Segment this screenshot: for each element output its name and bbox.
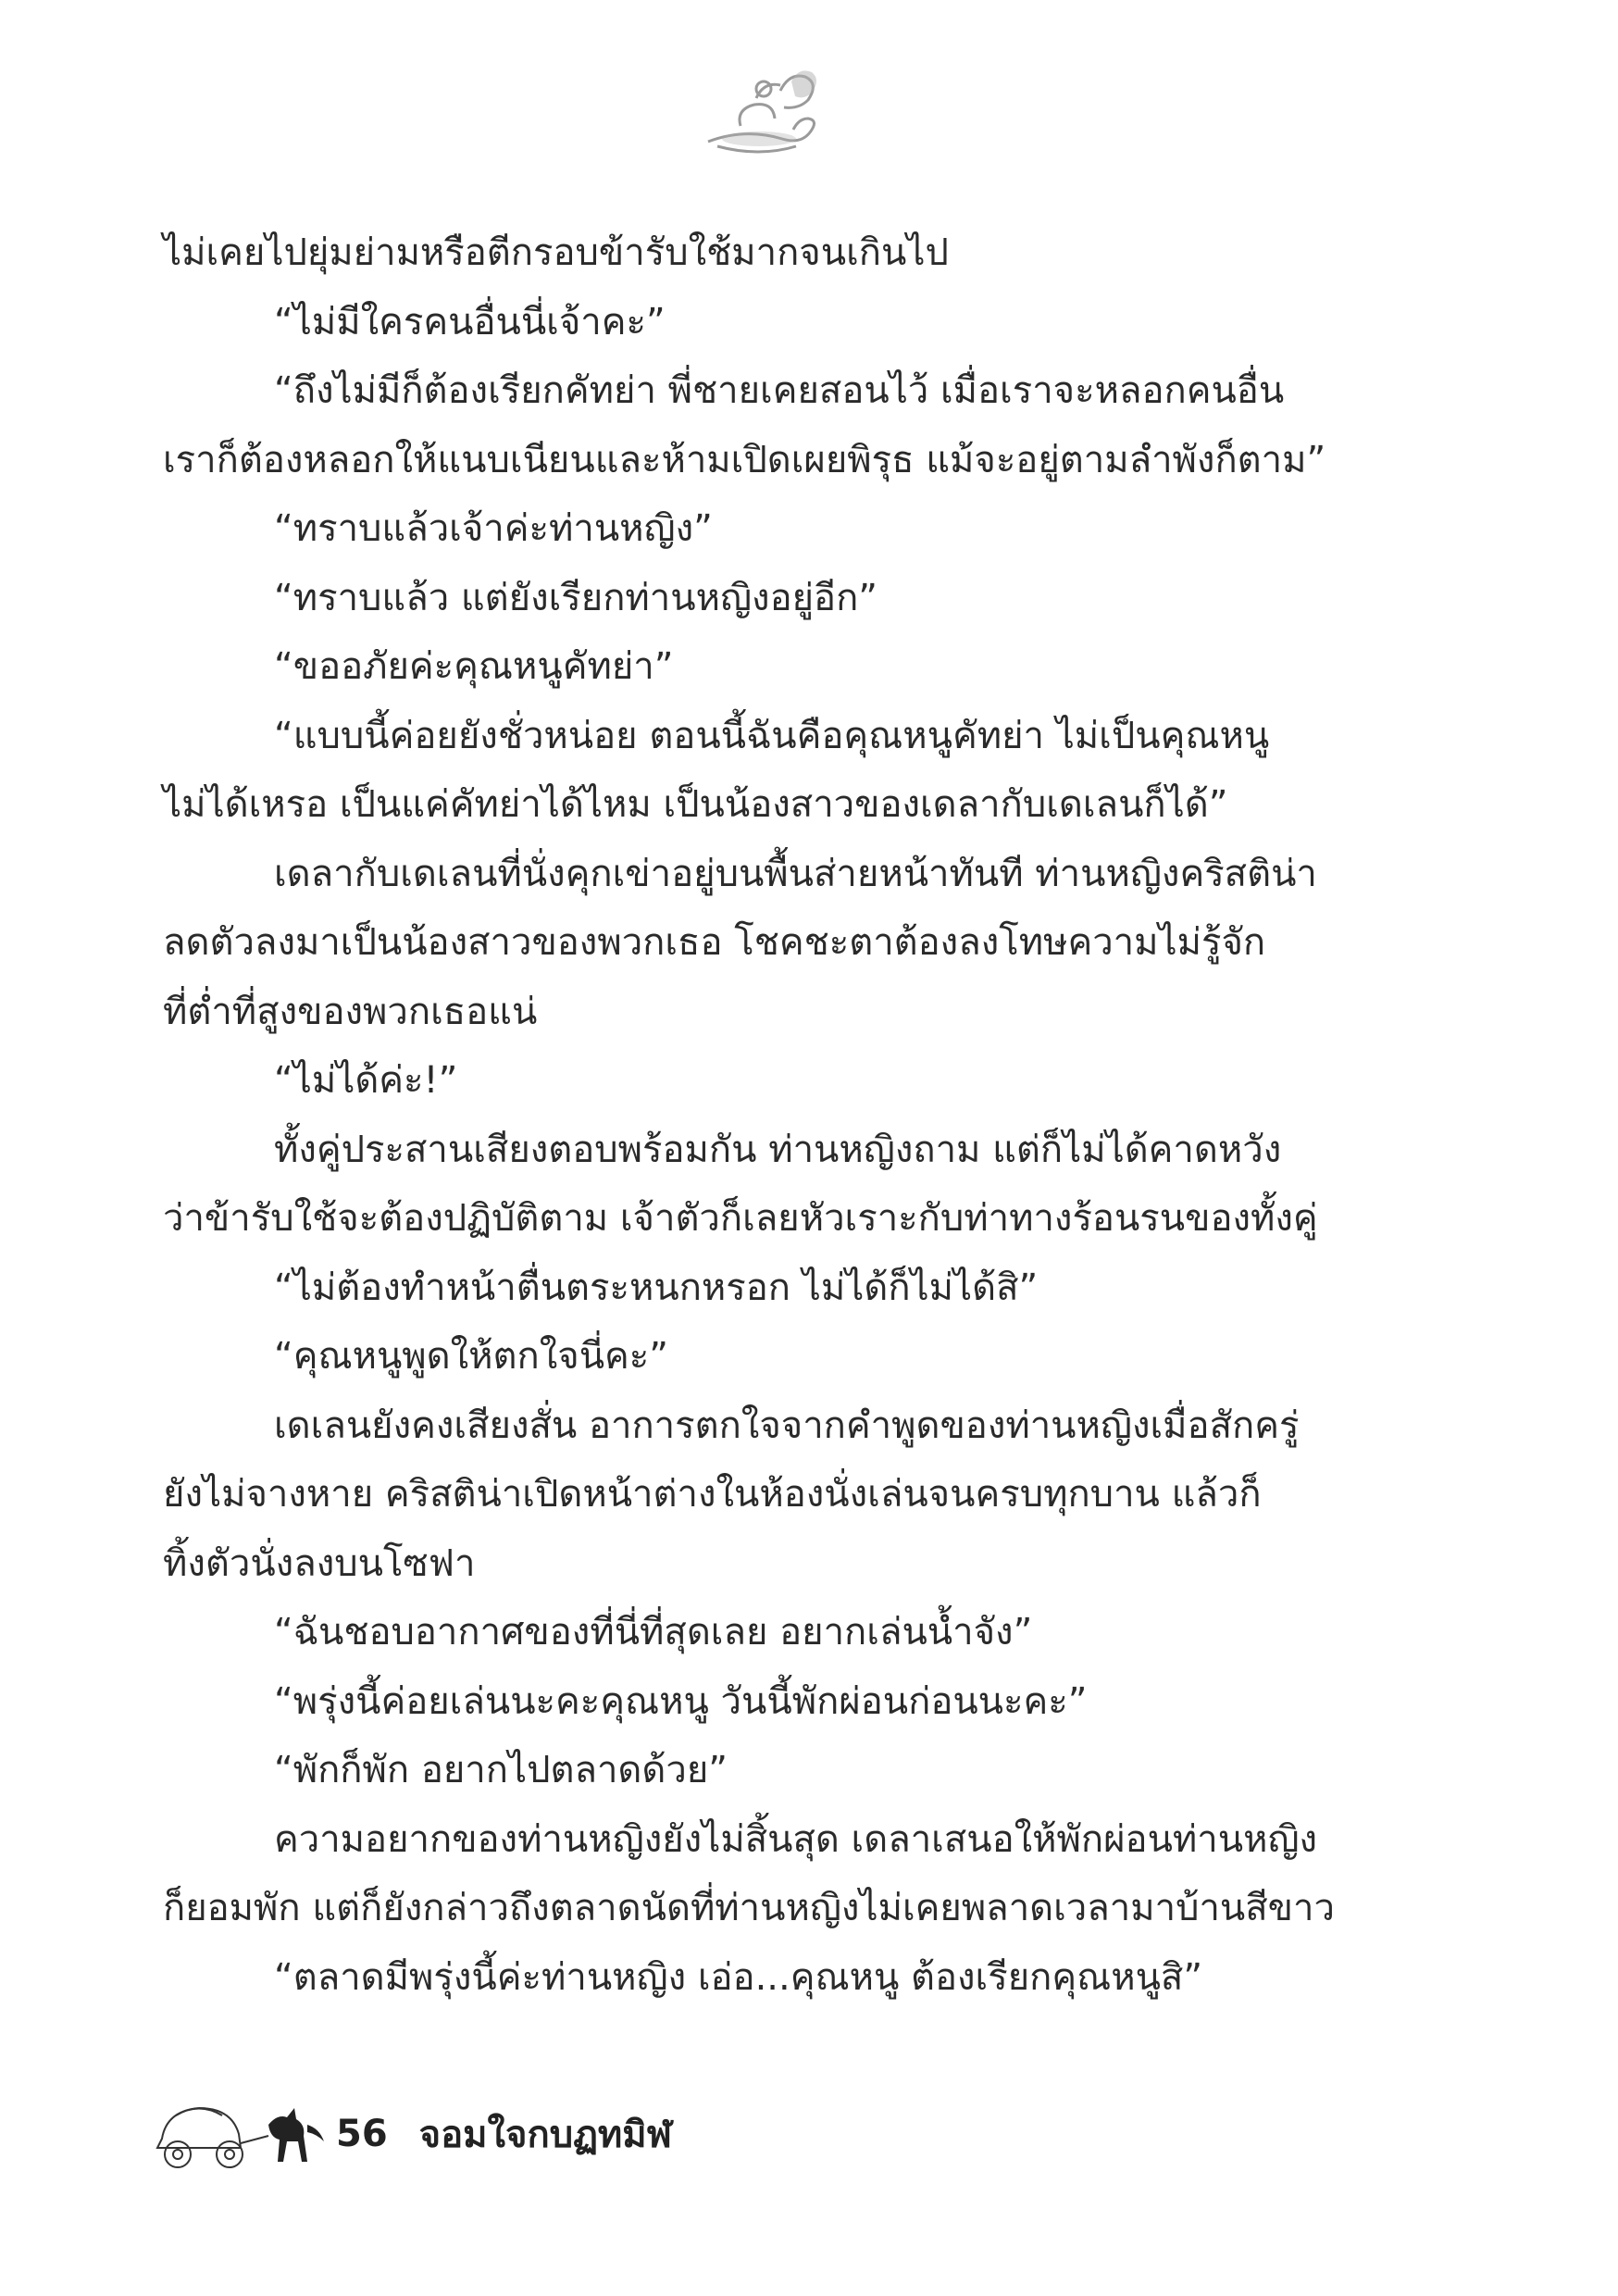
text-line: ไม่ได้เหรอ เป็นแค่คัทย่าได้ไหม เป็นน้องสาวของเดลากับเดเลนก็ได้”: [163, 783, 1228, 826]
text-line: เดลากับเดเลนที่นั่งคุกเข่าอยู่บนพื้นส่ายหน้าทันที ท่านหญิงคริสติน่า: [274, 852, 1317, 895]
horse-carriage-icon: [148, 2097, 329, 2171]
text-line: ความอยากของท่านหญิงยังไม่สิ้นสุด เดลาเสนอให้พักผ่อนท่านหญิง: [274, 1817, 1318, 1861]
text-line: เราก็ต้องหลอกให้แนบเนียนและห้ามเปิดเผยพิรุธ แม้จะอยู่ตามลำพังก็ตาม”: [163, 438, 1326, 481]
body-text: [163, 218, 1366, 2012]
text-line: “ทราบแล้วเจ้าค่ะท่านหญิง”: [274, 507, 713, 550]
text-line: ลดตัวลงมาเป็นน้องสาวของพวกเธอ โชคชะตาต้องลงโทษความไม่รู้จัก: [163, 921, 1266, 964]
text-line: “พักก็พัก อยากไปตลาดด้วย”: [274, 1749, 728, 1791]
text-line: “ไม่ต้องทำหน้าตื่นตระหนกหรอก ไม่ได้ก็ไม่ได้สิ”: [274, 1266, 1039, 1309]
book-title: จอมใจกบฏทมิฬ: [418, 2114, 673, 2156]
text-line: เดเลนยังคงเสียงสั่น อาการตกใจจากคำพูดของท่านหญิงเมื่อสักครู่: [274, 1404, 1300, 1447]
text-line: ยังไม่จางหาย คริสติน่าเปิดหน้าต่างในห้องนั่งเล่นจนครบทุกบาน แล้วก็: [163, 1473, 1262, 1516]
text-line: “ขออภัยค่ะคุณหนูคัทย่า”: [274, 645, 674, 688]
text-line: ทิ้งตัวนั่งลงบนโซฟา: [163, 1541, 476, 1585]
text-line: “ทราบแล้ว แต่ยังเรียกท่านหญิงอยู่อีก”: [274, 576, 878, 619]
page-number: 56: [336, 2113, 388, 2155]
text-line: “พรุ่งนี้ค่อยเล่นนะคะคุณหนู วันนี้พักผ่อนก่อนนะคะ”: [274, 1679, 1088, 1723]
cupid-lamp-ornament-icon: [690, 54, 828, 165]
text-line: ก็ยอมพัก แต่ก็ยังกล่าวถึงตลาดนัดที่ท่านหญิงไม่เคยพลาดเวลามาบ้านสีขาว: [163, 1887, 1335, 1929]
text-line: “ไม่ได้ค่ะ!”: [274, 1059, 458, 1102]
text-line: “คุณหนูพูดให้ตกใจนี่คะ”: [274, 1335, 669, 1378]
page-footer: [148, 2092, 672, 2176]
text-line: ทั้งคู่ประสานเสียงตอบพร้อมกัน ท่านหญิงถาม แต่ก็ไม่ได้คาดหวัง: [274, 1128, 1282, 1171]
text-line: “แบบนี้ค่อยยังชั่วหน่อย ตอนนี้ฉันคือคุณหนูคัทย่า ไม่เป็นคุณหนู: [274, 714, 1270, 757]
text-line: ที่ต่ำที่สูงของพวกเธอแน่: [163, 990, 538, 1033]
text-line: ว่าข้ารับใช้จะต้องปฏิบัติตาม เจ้าตัวก็เลยหัวเราะกับท่าทางร้อนรนของทั้งคู่: [163, 1197, 1318, 1240]
text-line: ไม่เคยไปยุ่มย่ามหรือตีกรอบข้ารับใช้มากจนเกินไป: [163, 231, 949, 274]
text-line: “ฉันชอบอากาศของที่นี่ที่สุดเลย อยากเล่นน้ำจัง”: [274, 1611, 1033, 1653]
text-line: “ตลาดมีพรุ่งนี้ค่ะท่านหญิง เอ่อ...คุณหนู ต้องเรียกคุณหนูสิ”: [274, 1955, 1203, 1999]
text-line: “ถึงไม่มีก็ต้องเรียกคัทย่า พี่ชายเคยสอนไว้ เมื่อเราจะหลอกคนอื่น: [274, 369, 1285, 412]
text-line: “ไม่มีใครคนอื่นนี่เจ้าคะ”: [274, 300, 666, 343]
